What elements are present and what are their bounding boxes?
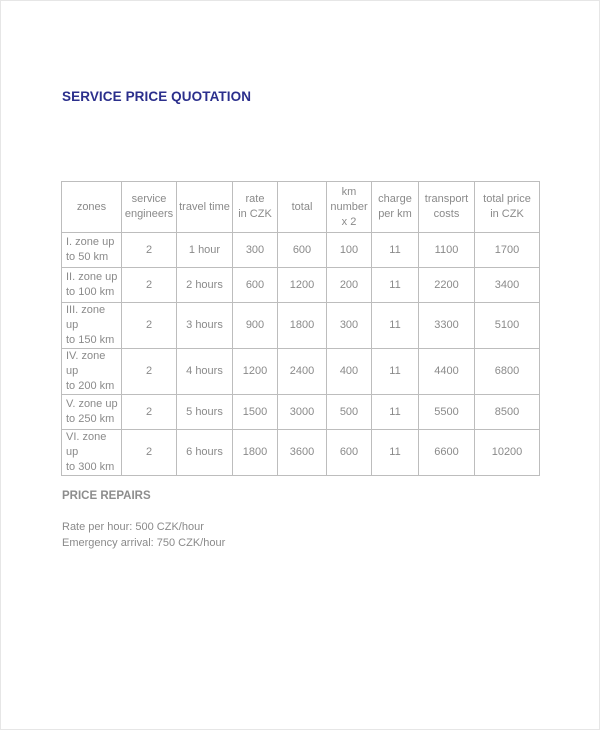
- table-row: [62, 395, 540, 430]
- rate-cell: 600: [233, 268, 278, 303]
- table-row: [62, 349, 540, 395]
- total-cell: 1200: [278, 268, 327, 303]
- price-repairs-heading: PRICE REPAIRS: [62, 490, 151, 502]
- emergency-arrival-text: Emergency arrival: 750 CZK/hour: [62, 537, 226, 549]
- total-price-cell: 10200: [475, 430, 540, 476]
- table-row: [62, 233, 540, 268]
- engineers-cell: 2: [122, 303, 177, 349]
- total-cell: 3000: [278, 395, 327, 430]
- km-cell: 500: [327, 395, 372, 430]
- total-cell: 3600: [278, 430, 327, 476]
- header-rate: rate in CZK: [233, 182, 278, 233]
- total-price-cell: 3400: [475, 268, 540, 303]
- km-cell: 400: [327, 349, 372, 395]
- transport-cell: 3300: [419, 303, 475, 349]
- transport-cell: 5500: [419, 395, 475, 430]
- zone-cell: II. zone up to 100 km: [62, 268, 122, 303]
- charge-cell: 11: [372, 349, 419, 395]
- rate-cell: 900: [233, 303, 278, 349]
- transport-cell: 1100: [419, 233, 475, 268]
- zone-cell: I. zone up to 50 km: [62, 233, 122, 268]
- km-cell: 100: [327, 233, 372, 268]
- header-total-price: total price in CZK: [475, 182, 540, 233]
- charge-cell: 11: [372, 233, 419, 268]
- rate-cell: 1800: [233, 430, 278, 476]
- engineers-cell: 2: [122, 395, 177, 430]
- km-cell: 200: [327, 268, 372, 303]
- engineers-cell: 2: [122, 233, 177, 268]
- charge-cell: 11: [372, 268, 419, 303]
- rate-cell: 1200: [233, 349, 278, 395]
- header-travel-time: travel time: [177, 182, 233, 233]
- travel-time-cell: 2 hours: [177, 268, 233, 303]
- travel-time-cell: 4 hours: [177, 349, 233, 395]
- km-cell: 300: [327, 303, 372, 349]
- table-row: [62, 430, 540, 476]
- rate-cell: 1500: [233, 395, 278, 430]
- transport-cell: 2200: [419, 268, 475, 303]
- page-title: SERVICE PRICE QUOTATION: [62, 89, 252, 104]
- travel-time-cell: 6 hours: [177, 430, 233, 476]
- header-zones: zones: [62, 182, 122, 233]
- table-header-row: [62, 182, 540, 233]
- total-cell: 600: [278, 233, 327, 268]
- transport-cell: 6600: [419, 430, 475, 476]
- charge-cell: 11: [372, 395, 419, 430]
- total-price-cell: 1700: [475, 233, 540, 268]
- zone-cell: III. zone up to 150 km: [62, 303, 122, 349]
- table-row: [62, 303, 540, 349]
- engineers-cell: 2: [122, 268, 177, 303]
- total-price-cell: 5100: [475, 303, 540, 349]
- total-price-cell: 8500: [475, 395, 540, 430]
- total-price-cell: 6800: [475, 349, 540, 395]
- rate-cell: 300: [233, 233, 278, 268]
- charge-cell: 11: [372, 430, 419, 476]
- zone-cell: V. zone up to 250 km: [62, 395, 122, 430]
- total-cell: 2400: [278, 349, 327, 395]
- zone-cell: IV. zone up to 200 km: [62, 349, 122, 395]
- transport-cell: 4400: [419, 349, 475, 395]
- travel-time-cell: 1 hour: [177, 233, 233, 268]
- header-service-engineers: service engineers: [122, 182, 177, 233]
- rate-per-hour-text: Rate per hour: 500 CZK/hour: [62, 521, 204, 533]
- travel-time-cell: 5 hours: [177, 395, 233, 430]
- engineers-cell: 2: [122, 430, 177, 476]
- km-cell: 600: [327, 430, 372, 476]
- engineers-cell: 2: [122, 349, 177, 395]
- header-transport-costs: transport costs: [419, 182, 475, 233]
- zone-cell: VI. zone up to 300 km: [62, 430, 122, 476]
- quotation-table: [61, 181, 540, 476]
- header-charge-per-km: charge per km: [372, 182, 419, 233]
- header-total: total: [278, 182, 327, 233]
- travel-time-cell: 3 hours: [177, 303, 233, 349]
- table-row: [62, 268, 540, 303]
- charge-cell: 11: [372, 303, 419, 349]
- header-km-number: km number x 2: [327, 182, 372, 233]
- total-cell: 1800: [278, 303, 327, 349]
